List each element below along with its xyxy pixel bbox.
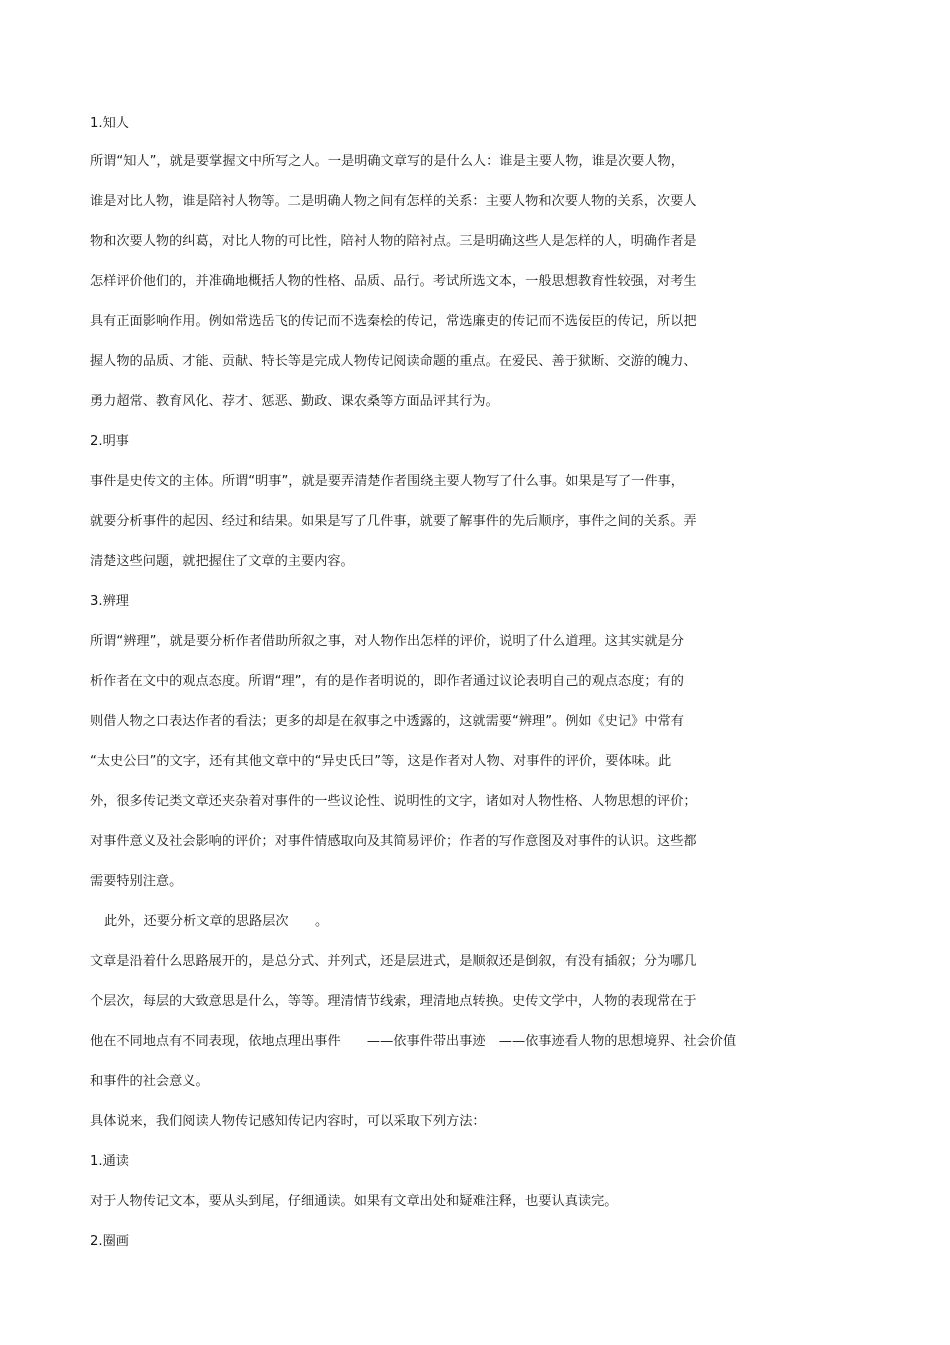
paragraph-line: 具体说来，我们阅读人物传记感知传记内容时，可以采取下列方法： bbox=[90, 1114, 486, 1129]
paragraph-line: 就要分析事件的起因、经过和结果。如果是写了几件事，就要了解事件的先后顺序，事件之间的关系。弄 bbox=[90, 514, 697, 529]
paragraph-line: 文章是沿着什么思路展开的，是总分式、并列式，还是层进式，是顺叙还是倒叙，有没有插叙；分为哪几 bbox=[90, 954, 697, 969]
paragraph-line: 物和次要人物的纠葛，对比人物的可比性，陪衬人物的陪衬点。三是明确这些人是怎样的人，明确作者是 bbox=[90, 234, 697, 249]
paragraph-line: 谁是对比人物，谁是陪衬人物等。二是明确人物之间有怎样的关系：主要人物和次要人物的关系，次要人 bbox=[90, 194, 697, 209]
paragraph-line: 他在不同地点有不同表现，依地点理出事件 ——依事件带出事迹 ——依事迹看人物的思想境界、社会价值 bbox=[90, 1034, 737, 1049]
paragraph-line: 和事件的社会意义。 bbox=[90, 1074, 209, 1089]
paragraph-line: 此外，还要分析文章的思路层次 。 bbox=[104, 914, 329, 929]
paragraph-line: 所谓“辨理”，就是要分析作者借助所叙之事，对人物作出怎样的评价，说明了什么道理。这其实就是分 bbox=[90, 634, 684, 649]
paragraph-line: 勇力超常、教育风化、荐才、惩恶、勤政、课农桑等方面品评其行为。 bbox=[90, 394, 499, 409]
paragraph-line: 事件是史传文的主体。所谓“明事”，就是要弄清楚作者围绕主要人物写了什么事。如果是写了一件事， bbox=[90, 474, 684, 489]
paragraph-line: “太史公曰”的文字，还有其他文章中的“异史氏曰”等，这是作者对人物、对事件的评价，要体味。此 bbox=[90, 754, 672, 769]
heading-quanhua: 2.圈画 bbox=[90, 1234, 129, 1249]
paragraph-line: 个层次，每层的大致意思是什么，等等。理清情节线索，理清地点转换。史传文学中，人物的表现常在于 bbox=[90, 994, 697, 1009]
heading-mingshi: 2.明事 bbox=[90, 434, 129, 449]
heading-tongdu: 1.通读 bbox=[90, 1154, 129, 1169]
heading-zhiren: 1.知人 bbox=[90, 116, 129, 131]
paragraph-line: 则借人物之口表达作者的看法；更多的却是在叙事之中透露的，这就需要“辨理”。例如《史记》中常有 bbox=[90, 714, 684, 729]
paragraph-line: 对于人物传记文本，要从头到尾，仔细通读。如果有文章出处和疑难注释，也要认真读完。 bbox=[90, 1194, 618, 1209]
paragraph-line: 对事件意义及社会影响的评价；对事件情感取向及其简易评价；作者的写作意图及对事件的认识。这些都 bbox=[90, 834, 697, 849]
paragraph-line: 怎样评价他们的，并准确地概括人物的性格、品质、品行。考试所选文本，一般思想教育性较强，对考生 bbox=[90, 274, 697, 289]
paragraph-line: 需要特别注意。 bbox=[90, 874, 183, 889]
paragraph-line: 所谓“知人”，就是要掌握文中所写之人。一是明确文章写的是什么人：谁是主要人物，谁是次要人物， bbox=[90, 154, 684, 169]
paragraph-line: 外，很多传记类文章还夹杂着对事件的一些议论性、说明性的文字，诸如对人物性格、人物思想的评价； bbox=[90, 794, 697, 809]
paragraph-line: 握人物的品质、才能、贡献、特长等是完成人物传记阅读命题的重点。在爱民、善于狱断、交游的魄力、 bbox=[90, 354, 697, 369]
paragraph-line: 具有正面影响作用。例如常选岳飞的传记而不选秦桧的传记，常选廉吏的传记而不选佞臣的传记，所以把 bbox=[90, 314, 697, 329]
heading-bianli: 3.辨理 bbox=[90, 594, 129, 609]
paragraph-line: 清楚这些问题，就把握住了文章的主要内容。 bbox=[90, 554, 354, 569]
paragraph-line: 析作者在文中的观点态度。所谓“理”，有的是作者明说的，即作者通过议论表明自己的观点态度；有的 bbox=[90, 674, 684, 689]
